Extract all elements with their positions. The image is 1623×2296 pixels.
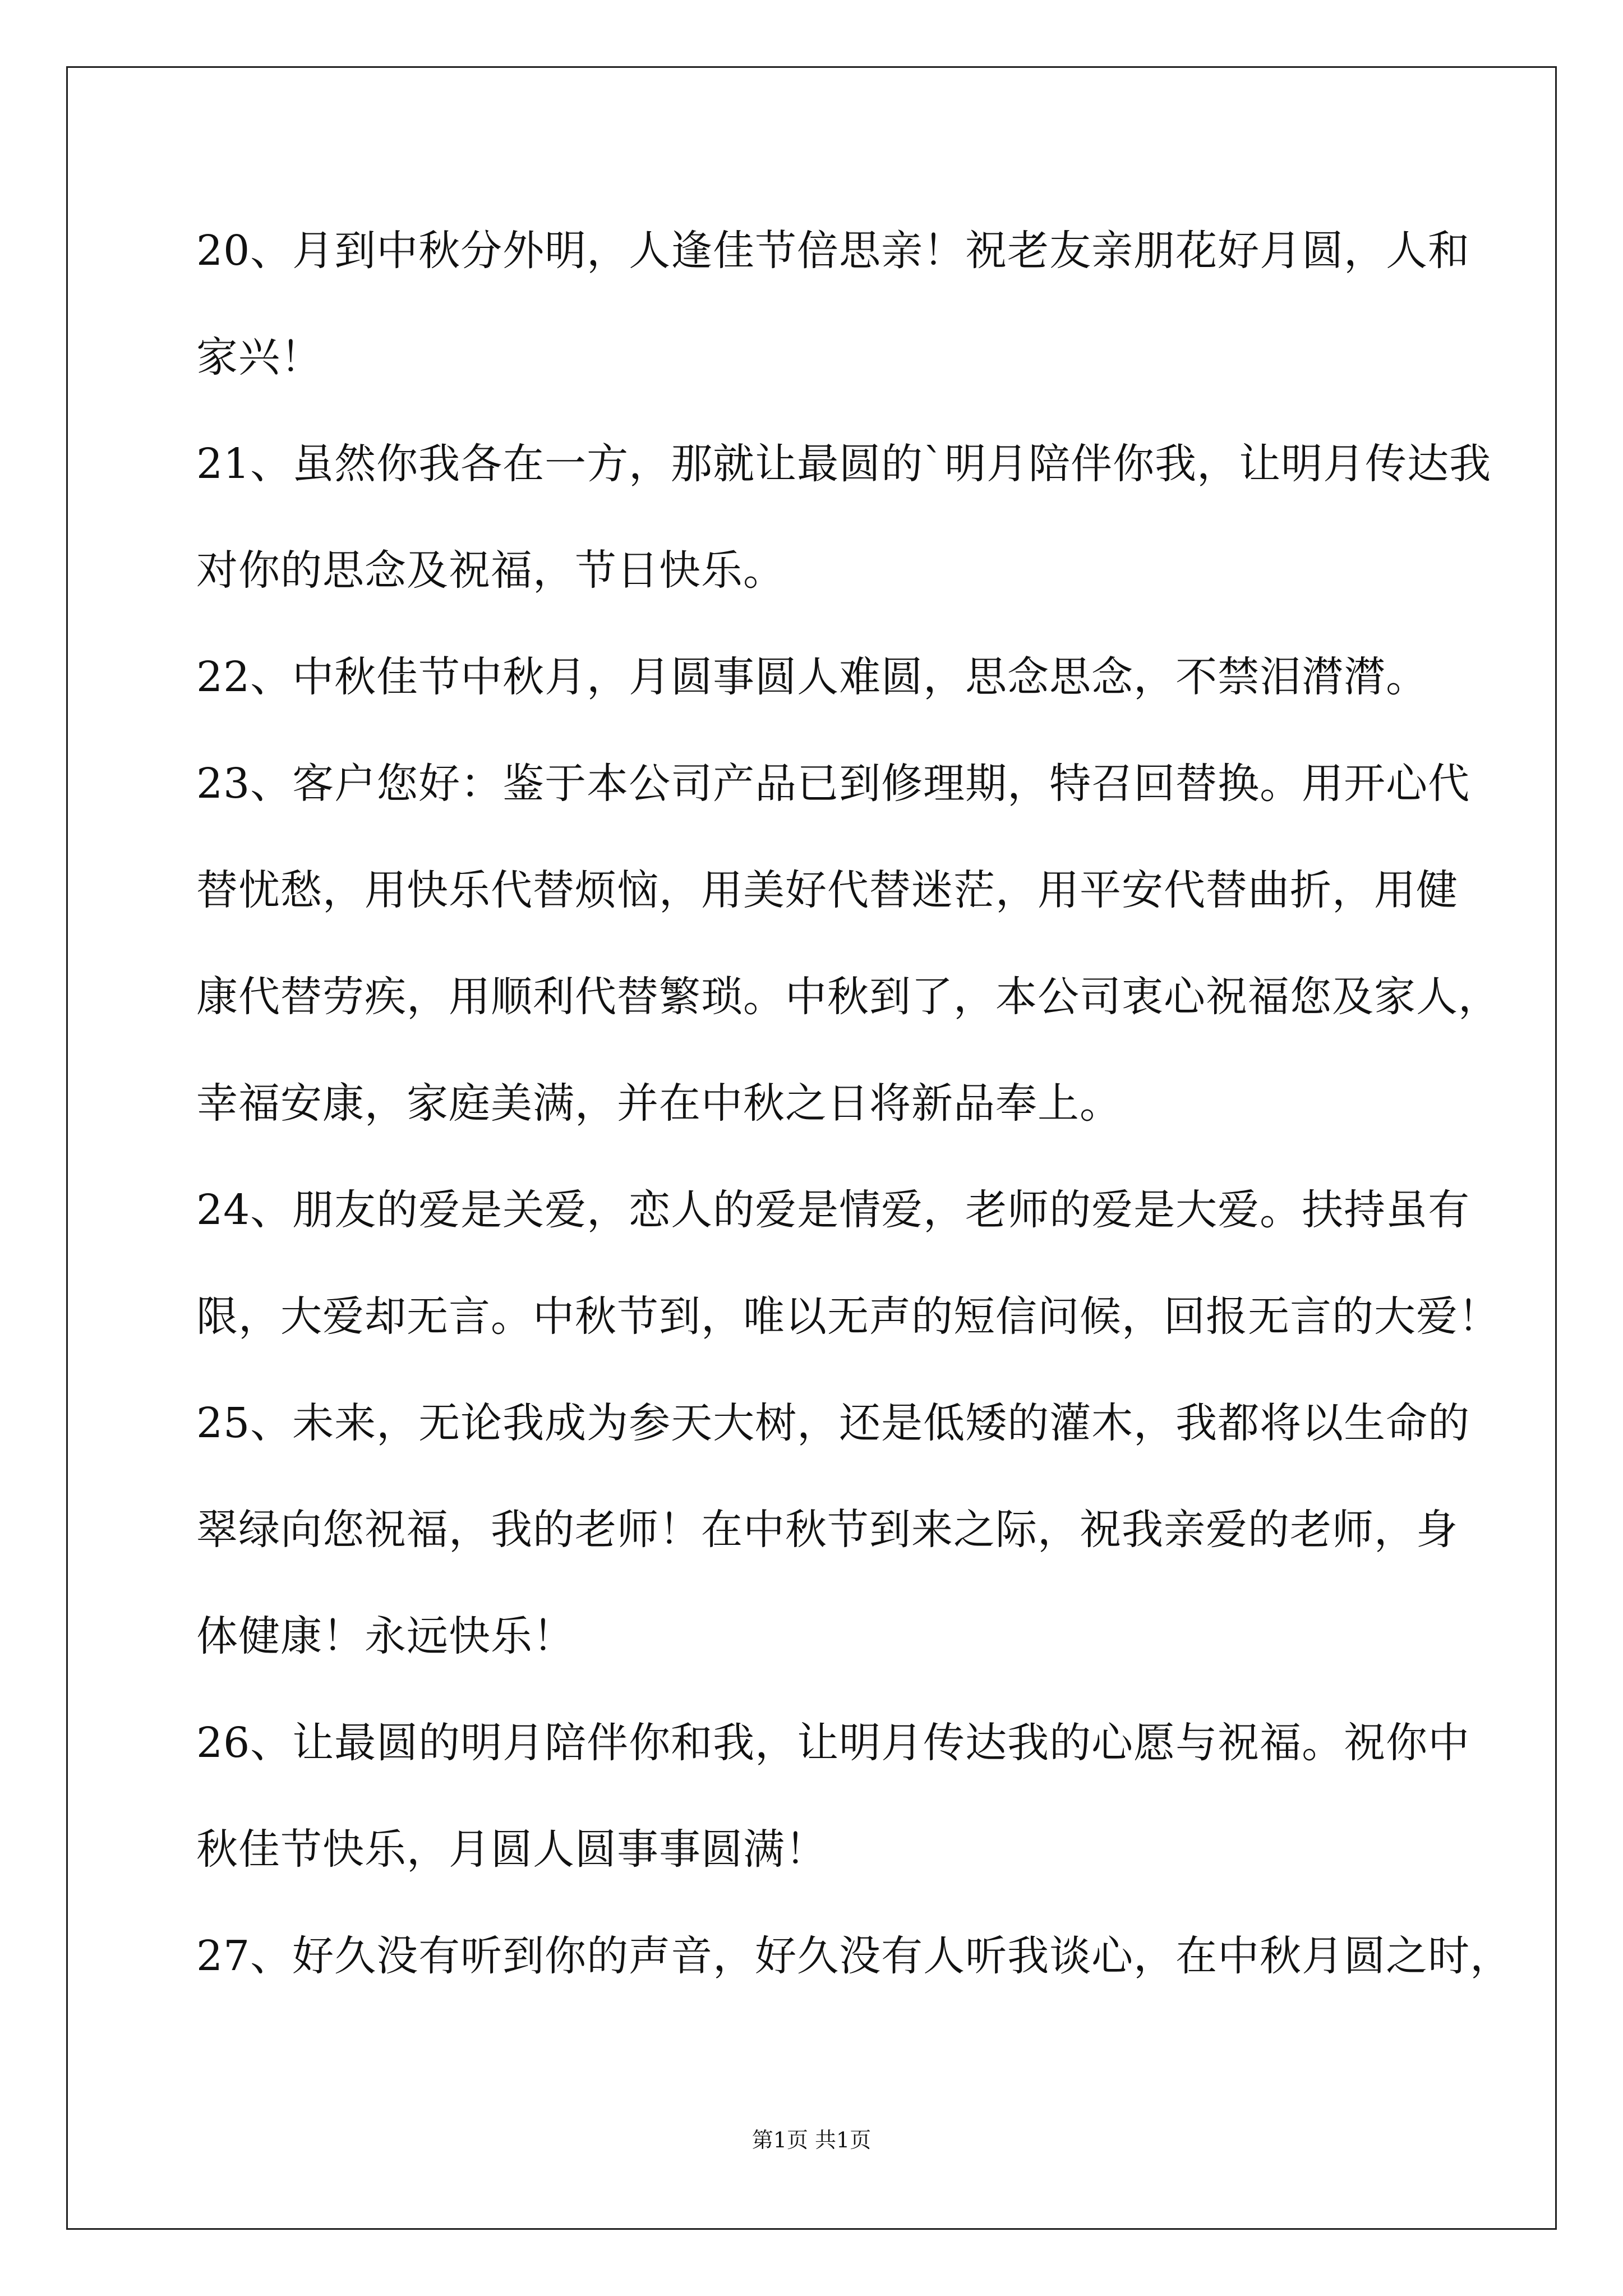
text-line: 22、中秋佳节中秋月，月圆事圆人难圆，思念思念，不禁泪潸潸。 [196,653,1428,701]
text-line: 26、让最圆的明月陪伴你和我，让明月传达我的心愿与祝福。祝你中 [196,1719,1470,1767]
text-line: 替忧愁，用快乐代替烦恼，用美好代替迷茫，用平安代替曲折，用健 [196,866,1458,914]
text-line: 翠绿向您祝福，我的老师！在中秋节到来之际，祝我亲爱的老师，身 [196,1506,1458,1554]
text-line: 27、好久没有听到你的声音，好久没有人听我谈心，在中秋月圆之时， [196,1932,1513,1980]
text-line: 对你的思念及祝福，节日快乐。 [196,546,785,595]
text-line: 体健康！永远快乐！ [196,1612,575,1660]
text-line: 家兴！ [196,333,322,381]
text-line: 25、未来，无论我成为参天大树，还是低矮的灌木，我都将以生命的 [196,1399,1470,1447]
text-line: 23、客户您好：鉴于本公司产品已到修理期，特召回替换。用开心代 [196,760,1470,808]
text-line: 康代替劳疾，用顺利代替繁琐。中秋到了，本公司衷心祝福您及家人， [196,973,1500,1021]
text-line: 秋佳节快乐，月圆人圆事事圆满！ [196,1825,827,1874]
text-line: 21、虽然你我各在一方，那就让最圆的`明月陪伴你我，让明月传达我 [196,440,1492,488]
text-line: 20、月到中秋分外明，人逢佳节倍思亲！祝老友亲朋花好月圆，人和 [196,227,1470,275]
page-footer: 第1页 共1页 [751,2128,872,2152]
text-line: 限，大爱却无言。中秋节到，唯以无声的短信问候，回报无言的大爱！ [196,1292,1500,1341]
document-body [196,220,1513,2032]
text-line: 24、朋友的爱是关爱，恋人的爱是情爱，老师的爱是大爱。扶持虽有 [196,1186,1470,1234]
text-line: 幸福安康，家庭美满，并在中秋之日将新品奉上。 [196,1079,1122,1128]
